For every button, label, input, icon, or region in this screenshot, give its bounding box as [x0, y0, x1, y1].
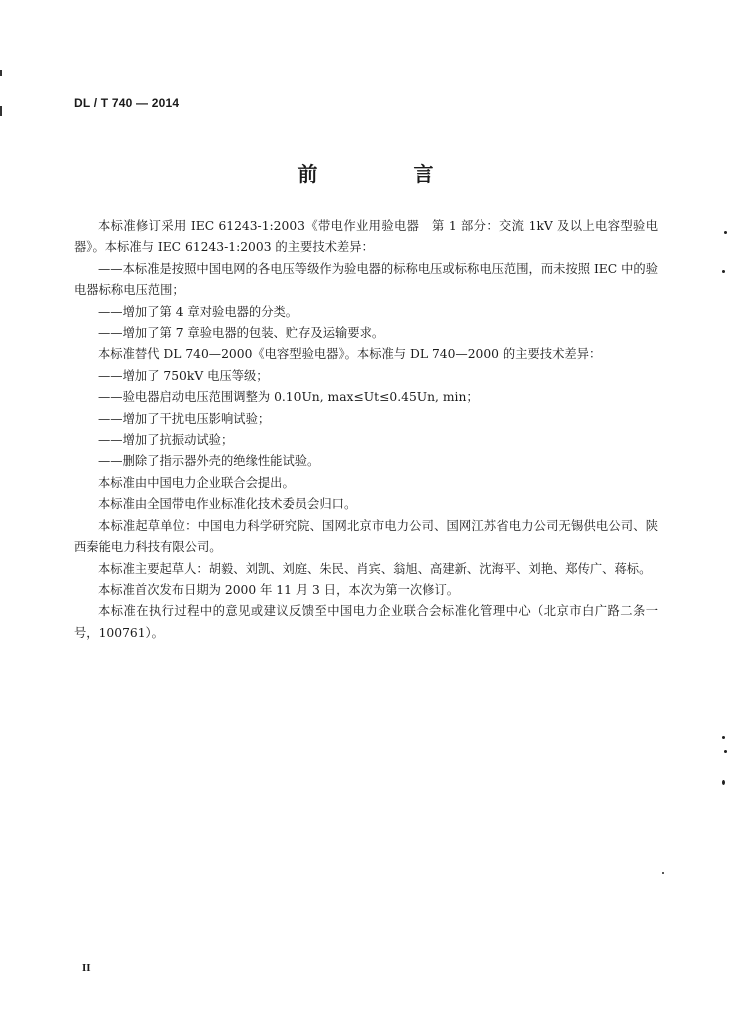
scan-speck [662, 872, 664, 874]
scan-speck [722, 780, 725, 785]
scan-speck [724, 231, 727, 234]
paragraph-adoption: 本标准修订采用 IEC 61243-1:2003《带电作业用验电器 第 1 部分：交流 1kV 及以上电容型验电器》。本标准与 IEC 61243-1:2003 的主要技术差异： [74, 219, 658, 255]
paragraph-replaces: 本标准替代 DL 740—2000《电容型验电器》。本标准与 DL 740—2000 的主要技术差异： [98, 347, 602, 362]
paragraph-managed-by: 本标准由全国带电作业标准化技术委员会归口。 [98, 497, 357, 512]
paragraph-diff-4: ——增加了 750kV 电压等级； [98, 368, 269, 383]
paragraph-feedback: 本标准在执行过程中的意见或建议反馈至中国电力企业联合会标准化管理中心（北京市白广路二条一号，100761）。 [74, 604, 658, 640]
scan-speck [722, 736, 725, 739]
scan-edge-mark [0, 70, 2, 76]
paragraph-diff-6: ——增加了干扰电压影响试验； [98, 411, 271, 426]
paragraph-drafters: 本标准主要起草人：胡毅、刘凯、刘庭、朱民、肖宾、翁旭、高建新、沈海平、刘艳、郑传广、蒋标。 [98, 561, 652, 576]
paragraph-drafting-units: 本标准起草单位：中国电力科学研究院、国网北京市电力公司、国网江苏省电力公司无锡供电公司、陕西秦能电力科技有限公司。 [74, 518, 658, 555]
scan-edge-mark [0, 106, 2, 116]
paragraph-diff-2: ——增加了第 4 章对验电器的分类。 [98, 304, 299, 319]
paragraph-diff-8: ——删除了指示器外壳的绝缘性能试验。 [98, 454, 320, 469]
paragraph-proposed-by: 本标准由中国电力企业联合会提出。 [98, 475, 295, 490]
standard-number: DL / T 740 — 2014 [74, 96, 180, 110]
paragraph-diff-5: ——验电器启动电压范围调整为 0.10Un, max≤Ut≤0.45Un, min； [98, 390, 479, 405]
page-title: 前 言 [297, 162, 472, 186]
scan-speck [722, 270, 725, 273]
paragraph-first-issue: 本标准首次发布日期为 2000 年 11 月 3 日，本次为第一次修订。 [98, 582, 460, 597]
paragraph-diff-3: ——增加了第 7 章验电器的包装、贮存及运输要求。 [98, 326, 385, 341]
paragraph-diff-7: ——增加了抗振动试验； [98, 433, 234, 448]
document-body [74, 216, 658, 644]
page-number: II [82, 962, 91, 974]
scan-speck [724, 750, 727, 753]
paragraph-diff-1: ——本标准是按照中国电网的各电压等级作为验电器的标称电压或标称电压范围，而未按照 IEC 中的验电器标称电压范围； [74, 261, 658, 298]
